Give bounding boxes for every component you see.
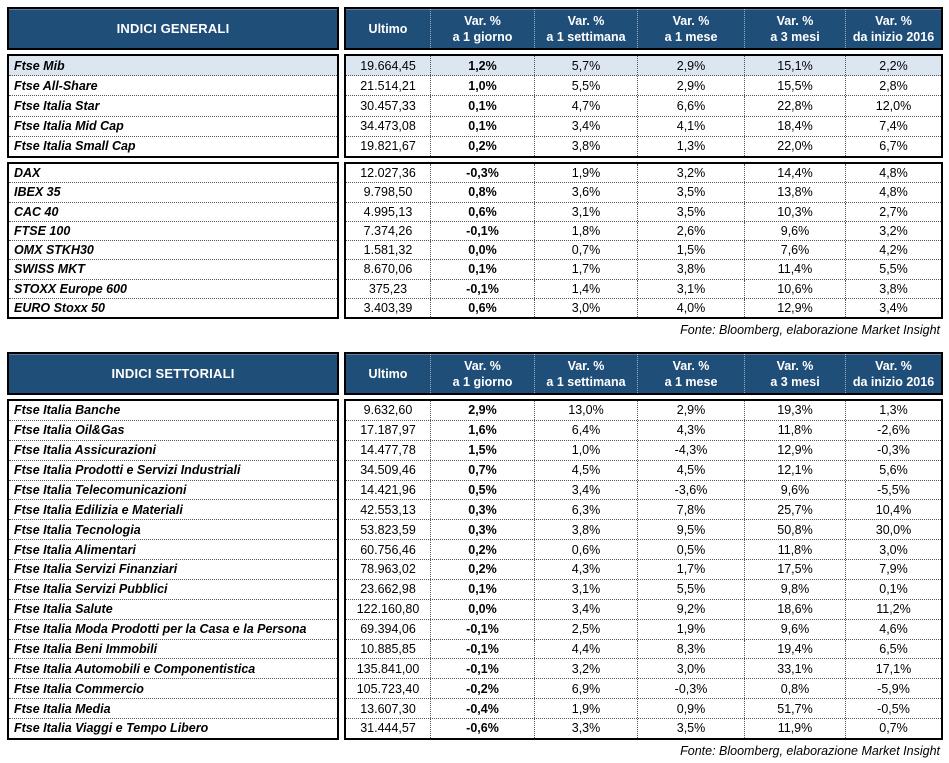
pct-value: 2,7% [845, 203, 941, 221]
pct-value: 1,0% [430, 76, 534, 95]
index-name: Ftse Italia Viaggi e Tempo Libero [14, 721, 209, 736]
pct-value: 51,7% [744, 699, 845, 718]
pct-value: 15,5% [744, 76, 845, 95]
pct-value: -0,3% [637, 679, 744, 698]
pct-value: 4,5% [637, 461, 744, 480]
pct-value: 17,1% [845, 659, 941, 678]
pct-value: 3,0% [534, 299, 637, 317]
pct-value: 3,8% [637, 260, 744, 278]
pct-value: 0,0% [430, 241, 534, 259]
column-header-label: Var. % [875, 13, 912, 28]
table-row [346, 679, 941, 699]
pct-value: -0,1% [430, 659, 534, 678]
pct-value: 15,1% [744, 56, 845, 75]
table-row [346, 137, 941, 156]
index-name: DAX [9, 164, 337, 183]
ultimo-value: 8.670,06 [363, 262, 413, 277]
pct-value: 6,7% [845, 137, 941, 156]
pct-value: 3,5% [637, 203, 744, 221]
table-row [346, 241, 941, 260]
ultimo-value: 34.473,08 [360, 119, 416, 134]
pct-value: 3,1% [534, 580, 637, 599]
table-row [346, 117, 941, 137]
column-header [637, 9, 744, 48]
index-name: Ftse Italia Automobili e Componentistica [9, 659, 337, 679]
index-name: Ftse Italia Mid Cap [9, 117, 337, 137]
ultimo-value: 3.403,39 [363, 300, 413, 315]
table-row [346, 260, 941, 279]
column-header-label: Var. % [672, 358, 710, 373]
pct-value: 11,8% [744, 421, 845, 440]
pct-value: 10,6% [744, 280, 845, 298]
pct-value: 0,1% [430, 96, 534, 115]
column-header-label: Ultimo [368, 21, 408, 36]
pct-value: 2,9% [637, 76, 744, 95]
pct-value: 6,9% [534, 679, 637, 698]
ultimo-value: 19.821,67 [360, 139, 416, 154]
index-name: FTSE 100 [9, 222, 337, 241]
pct-value: 0,1% [845, 580, 941, 599]
column-header-sublabel: a 1 mese [664, 374, 718, 389]
pct-value: 13,8% [744, 183, 845, 201]
pct-value: 0,7% [845, 719, 941, 738]
index-name: Ftse Italia Moda Prodotti per la Casa e la Persona [9, 620, 337, 640]
pct-value: 9,6% [744, 620, 845, 639]
index-name: Ftse Italia Media [9, 699, 337, 719]
pct-value: 7,4% [845, 117, 941, 136]
pct-value: 22,8% [744, 96, 845, 115]
pct-value: 12,9% [744, 441, 845, 460]
column-header [744, 9, 845, 48]
table-row [346, 719, 941, 738]
column-header-sublabel: da inizio 2016 [852, 374, 935, 389]
pct-value: 19,4% [744, 640, 845, 659]
index-name: SWISS MKT [9, 260, 337, 279]
pct-value: 50,8% [744, 520, 845, 539]
pct-value: 5,5% [534, 76, 637, 95]
pct-value: 0,7% [534, 241, 637, 259]
ultimo-value: 23.662,98 [360, 582, 416, 597]
pct-value: 7,9% [845, 560, 941, 579]
table-row [346, 481, 941, 501]
ultimo-value: 375,23 [368, 281, 408, 296]
pct-value: 3,6% [534, 183, 637, 201]
ultimo-value: 4.995,13 [363, 204, 413, 219]
column-header [534, 354, 637, 393]
index-name: Ftse Italia Alimentari [9, 540, 337, 560]
pct-value: 0,2% [430, 540, 534, 559]
pct-value: -0,1% [430, 280, 534, 298]
pct-value: 3,4% [534, 600, 637, 619]
pct-value: 0,9% [637, 699, 744, 718]
pct-value: -0,3% [845, 441, 941, 460]
pct-value: 4,6% [845, 620, 941, 639]
ultimo-value: 105.723,40 [356, 681, 420, 696]
pct-value: 0,6% [534, 540, 637, 559]
pct-value: 25,7% [744, 500, 845, 519]
pct-value: 6,5% [845, 640, 941, 659]
pct-value: 0,1% [430, 117, 534, 136]
pct-value: 0,7% [430, 461, 534, 480]
table-row [346, 401, 941, 421]
ultimo-value: 60.756,46 [360, 542, 416, 557]
pct-value: 1,3% [845, 401, 941, 420]
column-header [346, 354, 430, 393]
column-headers [344, 352, 943, 395]
pct-value: 12,1% [744, 461, 845, 480]
pct-value: 2,9% [637, 401, 744, 420]
index-name: OMX STKH30 [9, 241, 337, 260]
pct-value: 1,9% [637, 620, 744, 639]
pct-value: -0,5% [845, 699, 941, 718]
ultimo-value: 34.509,46 [360, 463, 416, 478]
values-column-block [344, 399, 943, 740]
pct-value: 4,4% [534, 640, 637, 659]
ultimo-value: 9.798,50 [363, 185, 413, 200]
table-row [346, 280, 941, 299]
pct-value: 11,9% [744, 719, 845, 738]
column-header-sublabel: a 1 giorno [452, 374, 513, 389]
table-row [346, 76, 941, 96]
pct-value: -0,3% [430, 164, 534, 182]
table-row [346, 299, 941, 317]
table-row [346, 421, 941, 441]
pct-value: 0,0% [430, 600, 534, 619]
pct-value: 5,6% [845, 461, 941, 480]
pct-value: 6,4% [534, 421, 637, 440]
pct-value: 0,5% [637, 540, 744, 559]
index-name: Ftse Italia Tecnologia [9, 520, 337, 540]
column-header-label: Var. % [567, 13, 605, 28]
pct-value: 3,1% [637, 280, 744, 298]
pct-value: -0,6% [430, 719, 534, 738]
index-name: Ftse Italia Assicurazioni [9, 441, 337, 461]
pct-value: 0,6% [430, 203, 534, 221]
index-name: Ftse All-Share [9, 76, 337, 96]
index-name: Ftse Italia Oil&Gas [9, 421, 337, 441]
pct-value: 5,7% [534, 56, 637, 75]
ultimo-value: 19.664,45 [360, 58, 416, 73]
table-row [346, 164, 941, 183]
index-name: Ftse Italia Star [9, 96, 337, 116]
pct-value: 0,8% [430, 183, 534, 201]
column-header [845, 9, 941, 48]
table-title: INDICI GENERALI [7, 7, 339, 50]
pct-value: 12,9% [744, 299, 845, 317]
column-header [534, 9, 637, 48]
pct-value: 4,7% [534, 96, 637, 115]
table-row [346, 640, 941, 660]
pct-value: 3,1% [534, 203, 637, 221]
pct-value: 3,2% [637, 164, 744, 182]
pct-value: 11,4% [744, 260, 845, 278]
pct-value: 1,4% [534, 280, 637, 298]
pct-value: 5,5% [845, 260, 941, 278]
pct-value: 22,0% [744, 137, 845, 156]
table-row [346, 600, 941, 620]
pct-value: 33,1% [744, 659, 845, 678]
column-header [845, 354, 941, 393]
pct-value: 0,3% [430, 500, 534, 519]
pct-value: 12,0% [845, 96, 941, 115]
table-row [346, 659, 941, 679]
ultimo-value: 78.963,02 [360, 562, 416, 577]
table-row [346, 183, 941, 202]
ultimo-value: 122.160,80 [356, 602, 420, 617]
pct-value: 7,6% [744, 241, 845, 259]
column-header-sublabel: da inizio 2016 [852, 29, 935, 44]
pct-value: 0,2% [430, 560, 534, 579]
pct-value: 0,2% [430, 137, 534, 156]
ultimo-value: 12.027,36 [360, 166, 416, 181]
pct-value: 3,4% [534, 481, 637, 500]
row-group [7, 162, 943, 319]
pct-value: 17,5% [744, 560, 845, 579]
index-name: STOXX Europe 600 [9, 280, 337, 299]
table-row [346, 699, 941, 719]
index-name: EURO Stoxx 50 [14, 300, 106, 315]
row-group [7, 54, 943, 158]
pct-value: 19,3% [744, 401, 845, 420]
index-name: IBEX 35 [9, 183, 337, 202]
index-name: Ftse Mib [9, 56, 337, 76]
pct-value: 2,6% [637, 222, 744, 240]
index-name-column [7, 399, 339, 740]
pct-value: 4,2% [845, 241, 941, 259]
column-header-label: Ultimo [368, 366, 408, 381]
pct-value: -0,4% [430, 699, 534, 718]
source-note: Fonte: Bloomberg, elaborazione Market Insight [680, 323, 940, 337]
pct-value: 0,1% [430, 260, 534, 278]
table-title: INDICI SETTORIALI [7, 352, 339, 395]
table-row [346, 56, 941, 76]
ultimo-value: 135.841,00 [356, 661, 420, 676]
pct-value: 1,9% [534, 699, 637, 718]
pct-value: 2,5% [534, 620, 637, 639]
pct-value: 0,3% [430, 520, 534, 539]
pct-value: 4,0% [637, 299, 744, 317]
index-name: Ftse Italia Prodotti e Servizi Industriali [9, 461, 337, 481]
table-row [346, 500, 941, 520]
pct-value: 18,4% [744, 117, 845, 136]
table-body [7, 399, 943, 740]
column-header-sublabel: a 1 mese [664, 29, 718, 44]
values-column-block [344, 162, 943, 319]
pct-value: 1,9% [534, 164, 637, 182]
table-header-row [7, 352, 943, 395]
pct-value: 3,8% [845, 280, 941, 298]
index-name: Ftse Italia Commercio [9, 679, 337, 699]
pct-value: 0,6% [430, 299, 534, 317]
index-name: Ftse Italia Small Cap [14, 139, 136, 154]
column-header [637, 354, 744, 393]
index-name: CAC 40 [9, 203, 337, 222]
pct-value: 2,9% [637, 56, 744, 75]
pct-value: -0,1% [430, 222, 534, 240]
pct-value: -3,6% [637, 481, 744, 500]
index-name: Ftse Italia Banche [9, 401, 337, 421]
pct-value: 3,3% [534, 719, 637, 738]
pct-value: 9,8% [744, 580, 845, 599]
ultimo-value: 10.885,85 [360, 641, 416, 656]
ultimo-value: 42.553,13 [360, 502, 416, 517]
column-header-sublabel: a 1 settimana [546, 374, 626, 389]
pct-value: 1,6% [430, 421, 534, 440]
pct-value: 4,5% [534, 461, 637, 480]
ultimo-value: 53.823,59 [360, 522, 416, 537]
pct-value: 3,4% [845, 299, 941, 317]
ultimo-value: 7.374,26 [363, 223, 413, 238]
pct-value: 1,7% [534, 260, 637, 278]
pct-value: 0,8% [744, 679, 845, 698]
pct-value: -0,2% [430, 679, 534, 698]
pct-value: 3,4% [534, 117, 637, 136]
table-row [346, 620, 941, 640]
table-indici-generali [7, 7, 943, 340]
values-column-block [344, 54, 943, 158]
pct-value: 6,3% [534, 500, 637, 519]
pct-value: 10,3% [744, 203, 845, 221]
index-name: Ftse Italia Beni Immobili [9, 640, 337, 660]
column-header-sublabel: a 1 settimana [546, 29, 626, 44]
pct-value: 3,8% [534, 137, 637, 156]
pct-value: 5,5% [637, 580, 744, 599]
index-name: Ftse Italia Edilizia e Materiali [9, 500, 337, 520]
table-header-row [7, 7, 943, 50]
table-row [346, 580, 941, 600]
pct-value: 2,9% [430, 401, 534, 420]
column-header [430, 9, 534, 48]
column-header-label: Var. % [875, 358, 912, 373]
table-row [346, 203, 941, 222]
ultimo-value: 9.632,60 [363, 403, 413, 418]
index-name-column [7, 162, 339, 319]
pct-value: 9,6% [744, 481, 845, 500]
pct-value: -0,1% [430, 620, 534, 639]
column-header-sublabel: a 3 mesi [770, 29, 820, 44]
pct-value: -5,5% [845, 481, 941, 500]
pct-value: 1,7% [637, 560, 744, 579]
pct-value: -2,6% [845, 421, 941, 440]
pct-value: 13,0% [534, 401, 637, 420]
column-header-label: Var. % [672, 13, 710, 28]
ultimo-value: 31.444,57 [360, 721, 416, 736]
column-header-sublabel: a 1 giorno [452, 29, 513, 44]
pct-value: 4,3% [534, 560, 637, 579]
pct-value: 11,8% [744, 540, 845, 559]
pct-value: 0,1% [430, 580, 534, 599]
pct-value: 3,5% [637, 183, 744, 201]
index-name: Ftse Italia Servizi Pubblici [9, 580, 337, 600]
pct-value: 3,0% [845, 540, 941, 559]
column-header-label: Var. % [567, 358, 605, 373]
ultimo-value: 17.187,97 [360, 423, 416, 438]
column-header-label: Var. % [776, 13, 814, 28]
index-name-column [7, 54, 339, 158]
pct-value: 11,2% [845, 600, 941, 619]
row-group [7, 399, 943, 740]
pct-value: 14,4% [744, 164, 845, 182]
table-indici-settoriali [7, 352, 943, 761]
table-row [346, 461, 941, 481]
pct-value: 4,8% [845, 164, 941, 182]
ultimo-value: 30.457,33 [360, 99, 416, 113]
column-header-label: Var. % [776, 358, 814, 373]
column-header-label: Var. % [464, 358, 501, 373]
index-name: Ftse Italia Telecomunicazioni [9, 481, 337, 501]
column-header [744, 354, 845, 393]
pct-value: 1,5% [637, 241, 744, 259]
pct-value: 4,1% [637, 117, 744, 136]
index-name: Ftse Italia Salute [9, 600, 337, 620]
table-row [346, 560, 941, 580]
pct-value: -5,9% [845, 679, 941, 698]
pct-value: 1,8% [534, 222, 637, 240]
pct-value: 0,5% [430, 481, 534, 500]
pct-value: 1,0% [534, 441, 637, 460]
pct-value: 18,6% [744, 600, 845, 619]
ultimo-value: 14.421,96 [360, 482, 416, 497]
pct-value: 3,8% [534, 520, 637, 539]
source-note: Fonte: Bloomberg, elaborazione Market Insight [680, 744, 940, 758]
column-header [346, 9, 430, 48]
pct-value: 7,8% [637, 500, 744, 519]
pct-value: 9,6% [744, 222, 845, 240]
pct-value: 6,6% [637, 96, 744, 115]
table-row [346, 540, 941, 560]
column-headers [344, 7, 943, 50]
pct-value: 3,0% [637, 659, 744, 678]
pct-value: 2,2% [845, 56, 941, 75]
ultimo-value: 21.514,21 [360, 78, 416, 93]
column-header-label: Var. % [464, 13, 501, 28]
pct-value: 9,5% [637, 520, 744, 539]
pct-value: 1,5% [430, 441, 534, 460]
table-row [346, 441, 941, 461]
pct-value: 3,2% [845, 222, 941, 240]
pct-value: 4,3% [637, 421, 744, 440]
pct-value: 1,3% [637, 137, 744, 156]
pct-value: 4,8% [845, 183, 941, 201]
table-row [346, 222, 941, 241]
table-row [346, 96, 941, 116]
pct-value: 9,2% [637, 600, 744, 619]
pct-value: 10,4% [845, 500, 941, 519]
pct-value: 3,5% [637, 719, 744, 738]
pct-value: -0,1% [430, 640, 534, 659]
pct-value: 8,3% [637, 640, 744, 659]
ultimo-value: 14.477,78 [360, 443, 416, 458]
pct-value: 2,8% [845, 76, 941, 95]
table-body [7, 54, 943, 319]
column-header-sublabel: a 3 mesi [770, 374, 820, 389]
table-row [346, 520, 941, 540]
pct-value: -4,3% [637, 441, 744, 460]
ultimo-value: 13.607,30 [360, 701, 416, 716]
pct-value: 30,0% [845, 520, 941, 539]
pct-value: 1,2% [430, 56, 534, 75]
column-header [430, 354, 534, 393]
ultimo-value: 1.581,32 [363, 243, 413, 258]
pct-value: 3,2% [534, 659, 637, 678]
ultimo-value: 69.394,06 [360, 622, 416, 637]
index-name: Ftse Italia Servizi Finanziari [9, 560, 337, 580]
